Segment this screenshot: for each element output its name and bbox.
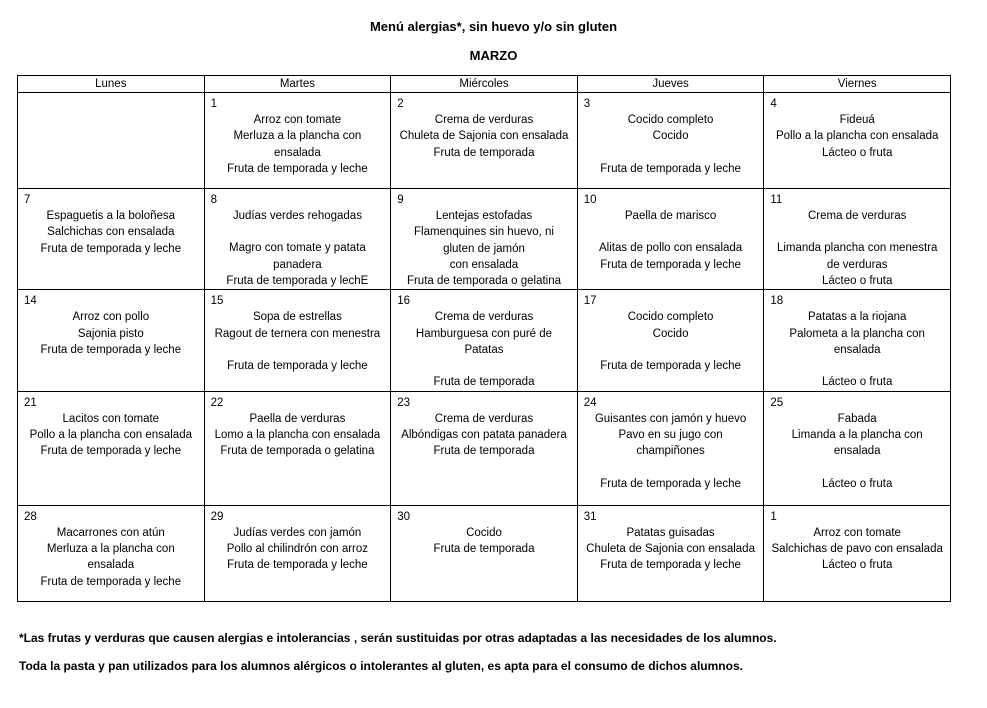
menu-dish: Fruta de temporada <box>433 542 535 555</box>
day-cell-content <box>764 290 950 390</box>
menu-dish: Fruta de temporada <box>433 146 535 159</box>
day-cell <box>204 189 391 290</box>
menu-dish <box>770 358 944 374</box>
week-row <box>18 189 951 290</box>
day-cell <box>577 93 764 189</box>
menu-dish: Fruta de temporada y leche <box>600 559 741 572</box>
day-cell-content <box>764 189 950 289</box>
day-number: 1 <box>210 98 217 110</box>
gluten-note: Toda la pasta y pan utilizados para los alumnos alérgicos o intolerantes al gluten, es apta para el consumo de dichos alumnos. <box>19 659 743 673</box>
menu-dish: Arroz con tomate <box>253 114 342 126</box>
menu-dish: Arroz con pollo <box>72 311 150 324</box>
day-cell-content <box>18 93 204 112</box>
day-number: 29 <box>210 510 224 523</box>
week-row <box>18 93 951 189</box>
menu-dish: Fruta de temporada y leche <box>600 162 741 175</box>
day-number: 25 <box>770 396 784 409</box>
menu-dish: Lácteo o fruta <box>822 146 893 159</box>
day-number: 10 <box>583 194 597 206</box>
week-row <box>18 391 951 505</box>
day-cell <box>577 189 764 290</box>
menu-dish: Fruta de temporada y leche <box>227 162 368 175</box>
menu-dish: Limanda plancha con menestra de verduras <box>776 242 938 271</box>
day-cell <box>18 505 205 601</box>
day-number: 11 <box>770 194 783 206</box>
day-cell <box>18 290 205 391</box>
menu-dish: Fruta de temporada o gelatina <box>406 275 562 288</box>
menu-dish: Alitas de pollo con ensalada <box>598 242 743 255</box>
day-cell <box>764 505 951 601</box>
day-number: 23 <box>397 396 410 409</box>
menu-dish <box>770 460 944 476</box>
menu-dish: con ensalada <box>449 258 519 271</box>
day-number: 15 <box>210 295 224 308</box>
menu-dish: Limanda a la plancha con ensalada <box>791 428 923 458</box>
menu-dish: Crema de verduras <box>434 114 534 126</box>
menu-calendar-table <box>17 75 951 602</box>
day-cell-content <box>18 392 204 460</box>
weekday-header: Viernes <box>764 76 951 93</box>
menu-dish: Lácteo o fruta <box>822 559 893 572</box>
day-cell-content <box>391 506 577 558</box>
menu-dish: Salchichas con ensalada <box>47 226 175 239</box>
day-cell-content <box>205 392 391 460</box>
menu-dish: Cocido <box>652 130 689 143</box>
menu-dish: Salchichas de pavo con ensalada <box>771 542 943 555</box>
menu-dish: Lentejas estofadas <box>435 210 533 222</box>
menu-dish: Fruta de temporada y leche <box>40 242 182 255</box>
day-cell-content <box>205 93 391 177</box>
menu-dish: Paella de marisco <box>624 210 717 222</box>
day-cell-content <box>764 93 950 161</box>
menu-dish: Espaguetis a la boloñesa <box>46 210 176 222</box>
menu-dish <box>584 460 758 476</box>
menu-dish <box>397 358 571 374</box>
menu-dish: Chuleta de Sajonia con ensalada <box>586 542 755 555</box>
day-cell <box>764 189 951 290</box>
menu-dish <box>770 224 944 240</box>
day-cell-content <box>578 93 764 177</box>
day-number: 22 <box>210 396 224 409</box>
menu-dish: Fruta de temporada y leche <box>40 575 182 588</box>
menu-dish <box>584 342 758 358</box>
day-cell-content <box>205 290 391 374</box>
day-number: 9 <box>397 194 404 206</box>
menu-dish: Cocido completo <box>627 311 714 324</box>
menu-dish: Fruta de temporada <box>433 445 535 458</box>
menu-dish: Pollo al chilindrón con arroz <box>226 542 369 555</box>
day-number: 4 <box>770 98 777 110</box>
menu-dish: Lácteo o fruta <box>822 376 893 389</box>
day-cell-content <box>391 189 577 289</box>
day-number: 28 <box>24 510 37 523</box>
menu-dish: Hamburguesa con puré de Patatas <box>415 327 553 357</box>
menu-dish: Fruta de temporada o gelatina <box>220 445 375 458</box>
day-number: 31 <box>583 510 597 523</box>
day-cell-content <box>18 506 204 590</box>
day-number <box>24 96 198 112</box>
day-cell <box>204 391 391 505</box>
day-cell-content <box>391 392 577 460</box>
day-cell-content <box>578 290 764 374</box>
menu-dish: Sajonia pisto <box>77 327 144 340</box>
menu-dish: Merluza a la plancha con ensalada <box>233 130 362 159</box>
day-number: 14 <box>24 295 37 308</box>
menu-dish: Palometa a la plancha con ensalada <box>789 327 925 357</box>
menu-dish: Magro con tomate y patata panadera <box>228 242 366 271</box>
day-number: 21 <box>24 396 37 409</box>
weekday-header: Lunes <box>18 76 205 93</box>
week-row <box>18 290 951 391</box>
day-cell <box>577 505 764 601</box>
day-cell-content <box>578 506 764 574</box>
menu-dish: Cocido <box>466 526 502 539</box>
menu-dish: Lácteo o fruta <box>822 477 893 490</box>
day-number: 24 <box>583 396 597 409</box>
day-cell <box>764 290 951 391</box>
day-cell-content <box>764 506 950 574</box>
day-number: 1 <box>770 510 777 523</box>
day-cell <box>577 391 764 505</box>
menu-dish: Judías verdes con jamón <box>233 526 362 539</box>
menu-dish: Crema de verduras <box>807 210 907 222</box>
menu-dish: Macarrones con atún <box>56 526 165 539</box>
day-number: 7 <box>24 194 31 206</box>
day-cell-content <box>578 392 764 492</box>
menu-dish: Flamenquines sin huevo, ni gluten de jamón <box>413 226 554 255</box>
menu-dish: Patatas a la riojana <box>807 311 907 324</box>
day-number: 2 <box>397 98 404 110</box>
menu-dish <box>211 224 385 240</box>
menu-dish: Merluza a la plancha con ensalada <box>46 542 175 572</box>
day-cell-content <box>391 93 577 161</box>
day-cell-content <box>764 392 950 492</box>
day-cell <box>391 189 578 290</box>
menu-dish: Sopa de estrellas <box>252 311 342 324</box>
menu-dish: Fruta de temporada y leche <box>40 344 182 357</box>
day-cell <box>764 93 951 189</box>
weekday-header: Miércoles <box>391 76 578 93</box>
menu-dish: Lácteo o fruta <box>822 274 893 287</box>
menu-dish <box>584 145 758 161</box>
menu-dish: Albóndigas con patata panadera <box>401 428 567 441</box>
menu-dish: Fruta de temporada y leche <box>600 360 741 373</box>
day-cell <box>764 391 951 505</box>
day-cell <box>391 505 578 601</box>
menu-dish: Fideuá <box>839 114 875 126</box>
day-cell <box>18 391 205 505</box>
day-number: 17 <box>583 295 597 308</box>
week-row <box>18 505 951 601</box>
menu-dish: Fruta de temporada <box>433 376 535 389</box>
menu-dish: Cocido <box>652 327 689 340</box>
weekday-header-row <box>18 76 951 93</box>
menu-dish: Ragout de ternera con menestra <box>214 327 381 340</box>
day-cell <box>577 290 764 391</box>
menu-dish <box>211 342 385 358</box>
day-number: 18 <box>770 295 784 308</box>
day-cell <box>18 93 205 189</box>
day-cell-content <box>391 290 577 390</box>
day-cell-content <box>578 189 764 273</box>
menu-dish: Crema de verduras <box>434 311 534 324</box>
menu-dish: Fabada <box>837 412 877 425</box>
menu-dish: Patatas guisadas <box>626 526 715 539</box>
menu-dish <box>584 224 758 240</box>
day-number: 16 <box>397 295 410 308</box>
menu-dish: Fruta de temporada y leche <box>227 360 368 373</box>
menu-dish: Fruta de temporada y leche <box>600 258 741 271</box>
day-cell <box>18 189 205 290</box>
day-cell <box>391 290 578 391</box>
day-cell <box>204 93 391 189</box>
day-number: 3 <box>583 98 591 110</box>
day-cell-content <box>18 290 204 358</box>
menu-dish: Fruta de temporada y leche <box>600 477 741 490</box>
day-cell-content <box>205 506 391 574</box>
menu-dish: Crema de verduras <box>434 412 534 425</box>
menu-dish: Lacitos con tomate <box>62 412 160 425</box>
weekday-header: Martes <box>204 76 391 93</box>
menu-dish: Lomo a la plancha con ensalada <box>214 428 381 441</box>
menu-dish: Cocido completo <box>627 114 714 126</box>
day-cell-content <box>205 189 391 289</box>
menu-dish: Arroz con tomate <box>813 526 901 539</box>
menu-dish: Fruta de temporada y leche <box>227 559 368 572</box>
weekday-header: Jueves <box>577 76 764 93</box>
menu-dish: Pavo en su jugo con champiñones <box>618 428 723 458</box>
day-cell <box>204 290 391 391</box>
month-title: MARZO <box>469 48 518 63</box>
day-number: 30 <box>397 510 410 523</box>
allergy-note: *Las frutas y verduras que causen alergias e intolerancias , serán sustituidas por otras adaptadas a las necesidades de los alumnos. <box>19 631 777 645</box>
day-cell <box>391 391 578 505</box>
menu-dish: Fruta de temporada y lechE <box>226 274 369 287</box>
day-number: 8 <box>210 194 217 206</box>
menu-dish: Paella de verduras <box>249 412 346 425</box>
menu-title: Menú alergias*, sin huevo y/o sin gluten <box>369 19 618 34</box>
day-cell-content <box>18 189 204 257</box>
menu-dish: Judías verdes rehogadas <box>232 210 362 222</box>
menu-dish: Pollo a la plancha con ensalada <box>775 130 939 143</box>
menu-dish: Chuleta de Sajonia con ensalada <box>399 130 569 143</box>
day-cell <box>391 93 578 189</box>
day-cell <box>204 505 391 601</box>
menu-dish: Guisantes con jamón y huevo <box>594 412 747 425</box>
menu-dish: Pollo a la plancha con ensalada <box>29 428 192 441</box>
menu-dish: Fruta de temporada y leche <box>40 445 182 458</box>
